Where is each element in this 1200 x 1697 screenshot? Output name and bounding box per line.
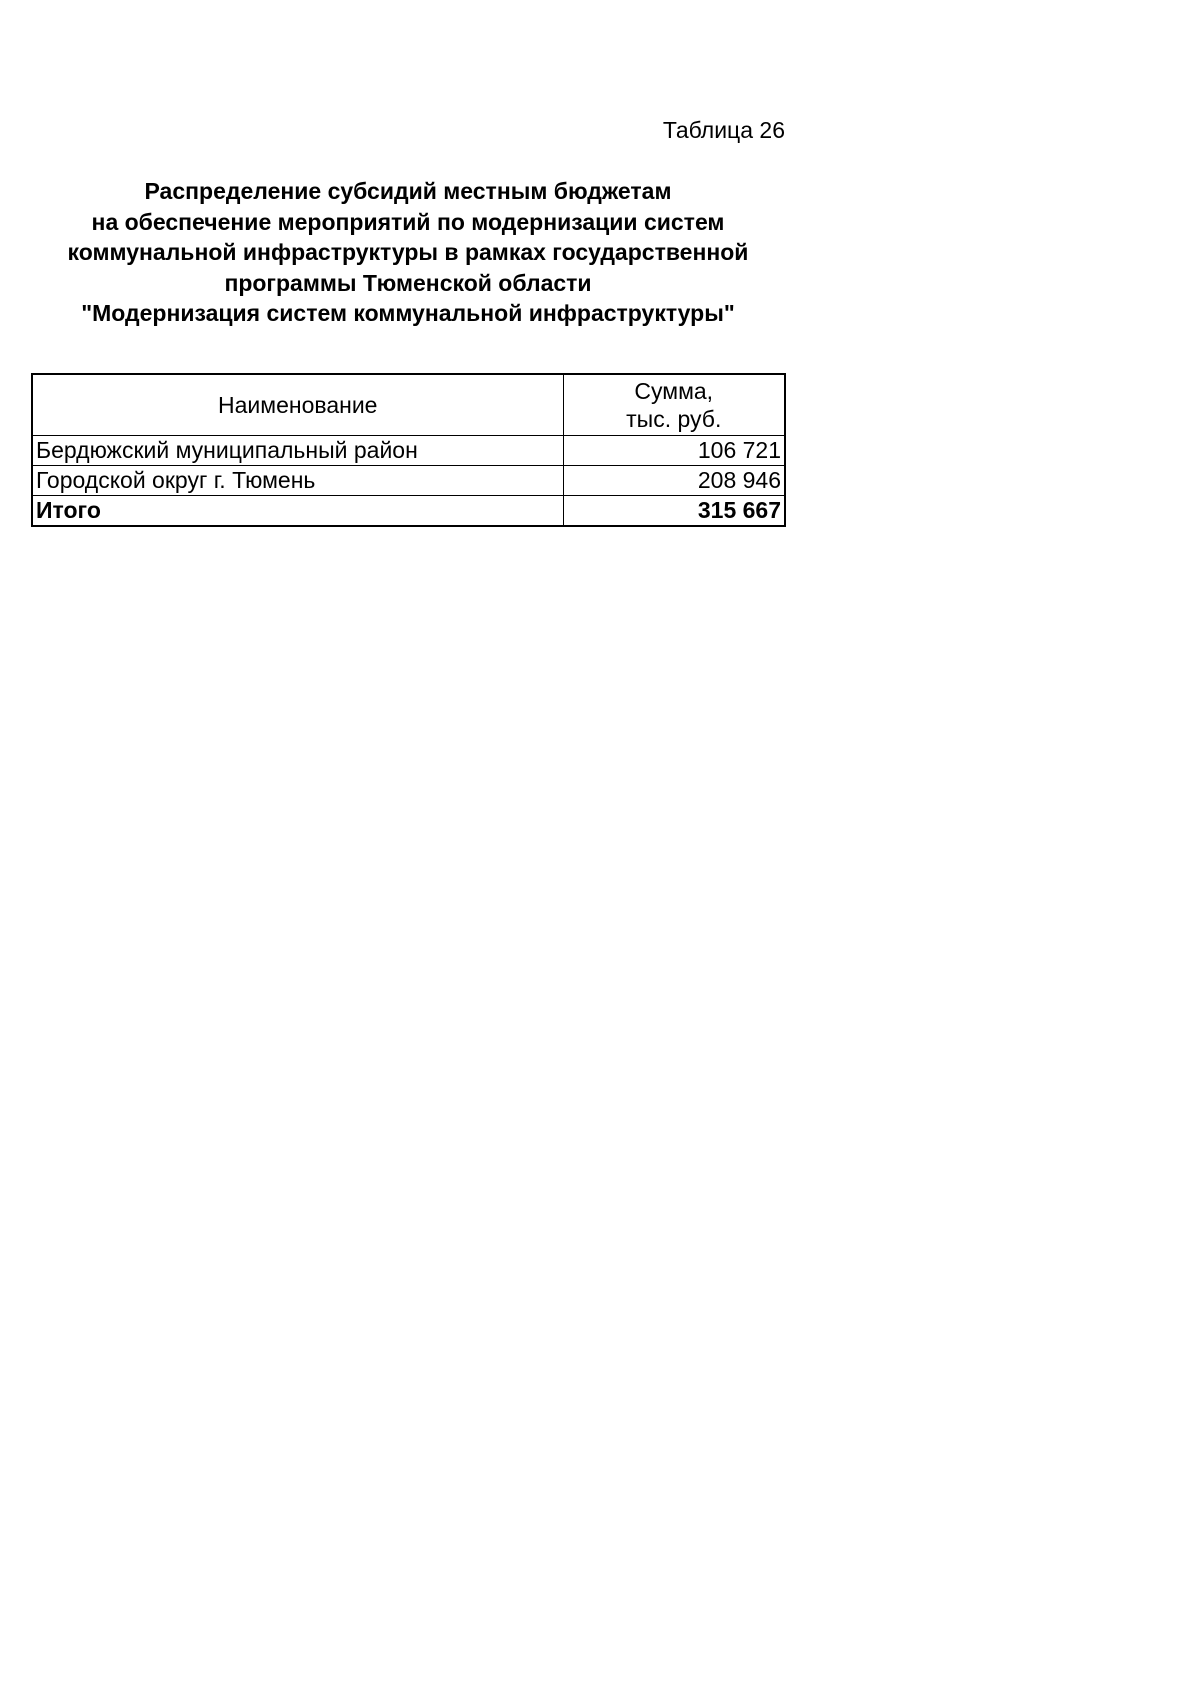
subsidy-table xyxy=(31,373,786,527)
title-line: коммунальной инфраструктуры в рамках государственной xyxy=(67,239,749,265)
row-amount: 106 721 xyxy=(563,436,785,466)
total-label: Итого xyxy=(32,496,563,527)
header-name: Наименование xyxy=(32,374,563,436)
title-line: программы Тюменской области xyxy=(224,269,592,296)
title-line: Распределение субсидий местным бюджетам xyxy=(144,178,672,204)
table-row xyxy=(32,466,785,496)
header-sum xyxy=(563,374,785,436)
row-amount: 208 946 xyxy=(563,466,785,496)
document-title xyxy=(31,176,785,329)
header-sum-line2: тыс. руб. xyxy=(626,406,722,432)
title-line: "Модернизация систем коммунальной инфраструктуры" xyxy=(81,300,735,326)
title-line: на обеспечение мероприятий по модернизации систем xyxy=(91,208,725,235)
table-row xyxy=(32,436,785,466)
table-number: Таблица 26 xyxy=(662,117,785,143)
total-amount: 315 667 xyxy=(563,496,785,527)
row-name: Бердюжский муниципальный район xyxy=(32,436,563,466)
header-row xyxy=(32,374,785,436)
row-name: Городской округ г. Тюмень xyxy=(32,466,563,496)
header-sum-line1: Сумма, xyxy=(634,378,714,404)
table-header xyxy=(32,374,785,436)
total-row xyxy=(32,496,785,527)
